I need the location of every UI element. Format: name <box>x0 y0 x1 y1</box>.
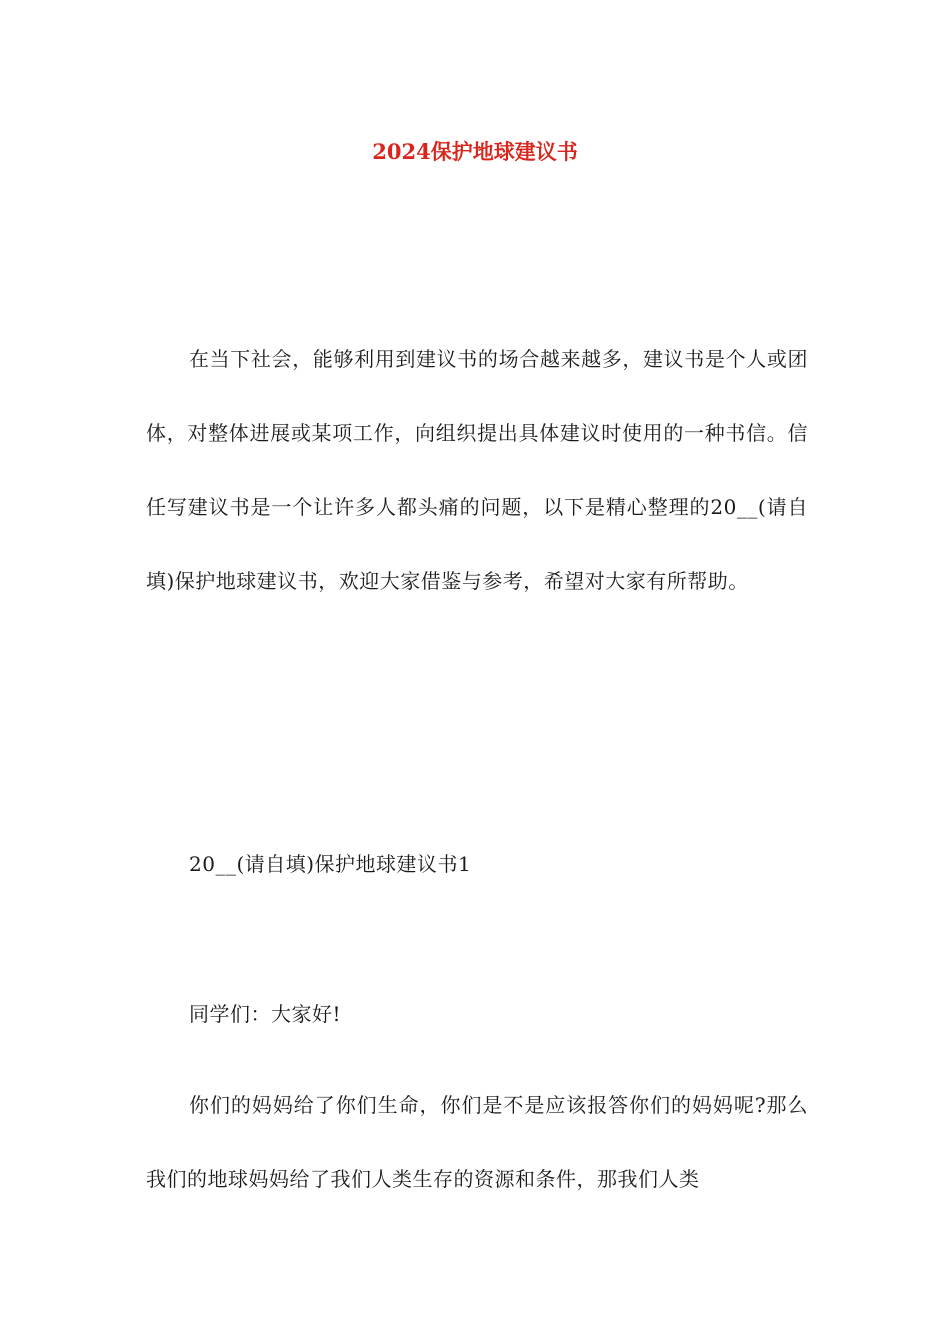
intro-block <box>146 322 808 618</box>
greeting-block <box>146 998 808 1030</box>
letter-paragraph: 你们的妈妈给了你们生命，你们是不是应该报答你们的妈妈呢?那么我们的地球妈妈给了我们人类生存的资源和条件，那我们人类 <box>146 1093 808 1191</box>
document-title: 2024保护地球建议书 <box>372 139 578 164</box>
intro-paragraph: 在当下社会，能够利用到建议书的场合越来越多，建议书是个人或团体，对整体进展或某项工作，向组织提出具体建议时使用的一种书信。信任写建议书是一个让许多人都头痛的问题，以下是精心整理的20__(请自填)保护地球建议书，欢迎大家借鉴与参考，希望对大家有所帮助。 <box>146 347 808 593</box>
greeting-line: 同学们：大家好! <box>189 1002 342 1026</box>
section-heading-block <box>146 848 808 880</box>
letter-block <box>146 1068 808 1216</box>
section-heading: 20__(请自填)保护地球建议书1 <box>189 852 472 876</box>
